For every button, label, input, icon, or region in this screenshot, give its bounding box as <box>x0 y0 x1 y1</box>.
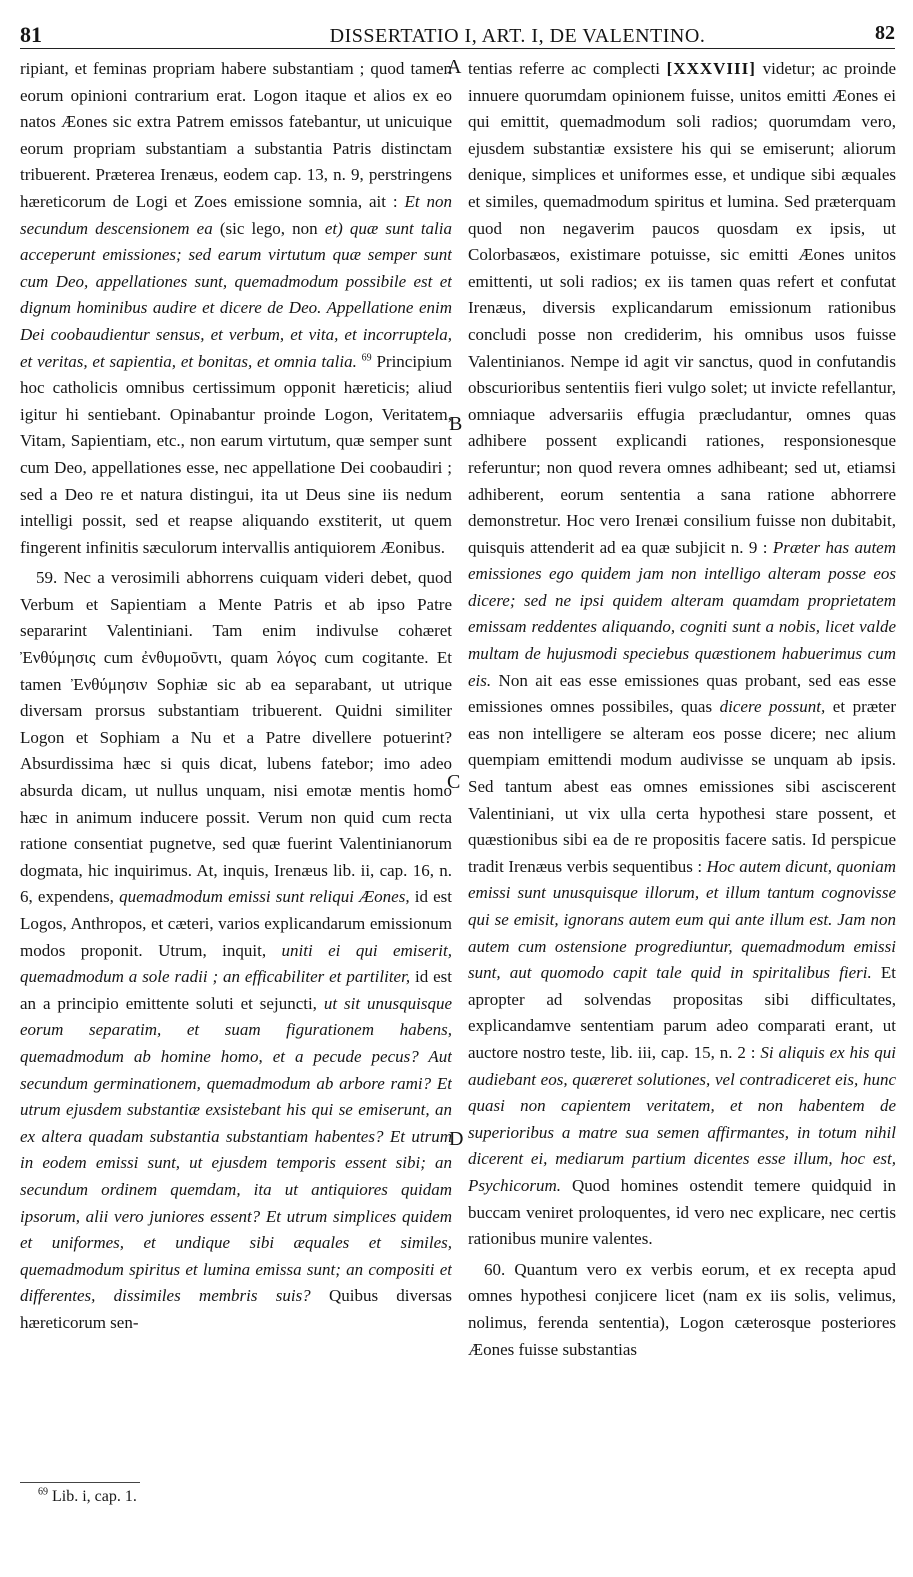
margin-letter-d: D <box>449 1128 464 1150</box>
footnote-text: Lib. i, cap. 1. <box>52 1488 137 1505</box>
footnote-marker: 69 <box>38 1486 48 1498</box>
section-reference: [XXXVIII] <box>666 59 756 78</box>
paragraph: ripiant, et feminas propriam habere substantiam ; quod tamen eorum opinioni contrarium erat. Logon itaque et alios ex eo natos Æones sic extra Patrem emissos fatebantur, ut unicuique eorum propriam substantiam a substantia Patris distinctam tribuerent. Præterea Irenæus, eodem cap. 13, n. 9, perstringens hæreticorum de Logi et Zoes emissione somnia, ait : Et non secundum descensionem ea (sic lego, non et) quæ sunt talia acceperunt emissiones; sed earum virtutum quæ semper sunt cum Deo, appellationes sunt, quemadmodum possibile est et dignum hominibus audire et dicere de Deo. Appellatione enim Dei coobaudientur sensus, et verbum, et vita, et incorruptela, et veritas, et sapientia, et bonitas, et omnia talia. $^{69}$ Principium hoc catholicis omnibus certissimum opponit hæreticis; aliud igitur hi sentiebant. Opinabantur proinde Logon, Veritatem, Vitam, Sapientiam, etc., non earum virtutum, quæ semper sunt cum Deo, appellationes esse, nec appellatione Dei coobaudiri ; sed a Deo re et natura distingui, ita ut Deus sine iis nedum intelligi possit, sed et reapse aliquando exstiterit, ut quem fingerent infinitis sæculorum intervallis antiquiorem Æonibus. <box>20 59 452 557</box>
page-number-right: 82 <box>875 22 895 44</box>
footnote <box>38 1488 137 1506</box>
page-number-left: 81 <box>20 22 42 47</box>
left-column <box>20 56 452 1481</box>
paragraph-59: 59. Nec a verosimili abhorrens cuiquam videri debet, quod Verbum et Sapientiam a Mente Patris et ab ipso Patre separarint Valentiniani. Tam enim indivulse cohæret Ἐνθύμησις cum ἐνθυμοῦντι, quam λόγος cum cogitante. Et tamen Ἐνθύμησιν Sophiæ sic ab ea separabant, ut utrique diversam prorsus substantiam tribuerent. Quidni similiter Logon et Sophiam a Nu et a Patre divellere potuerint? Absurdissima hæc si quis dicat, lubens fatebor; imo adeo absurda dicam, ut nullus unquam, nisi emotæ mentis homo hæc in animum inducere possit. Verum non quid cum recta ratione consentiat pugnetve, sed quæ fuerint Valentinianorum dogmata, hic inquirimus. At, inquis, Irenæus lib. ii, cap. 16, n. 6, expendens, quemadmodum emissi sunt reliqui Æones, id est Logos, Anthropos, et cæteri, varios explicandarum emissionum modos proponit. Utrum, inquit, uniti ei qui emiserit, quemadmodum a sole radii ; an efficabiliter et partiliter, id est an a principio emittente soluti et sejuncti, ut sit unusquisque eorum separatim, et suam figurationem habens, quemadmodum ab homine homo, et a pecude pecus? Aut secundum germinationem, quemadmodum ab arbore rami? Et utrum ejusdem substantiæ exsistebant his qui se emiserunt, an ex altera quadam substantia substantiam habentes? Et utrum in eodem emissi sunt, ut ejusdem temporis essent sibi; an secundum ordinem quemdam, ita ut antiquiores quidam ipsorum, alii vero juniores essent? Et utrum simplices quidem et uniformes, et undique sibi æquales et similes, quemadmodum spiritus et lumina emissa sunt; an compositi et differentes, dissimiles membris suis? Quibus diversas hæreticorum sen- <box>20 568 452 1332</box>
paragraph-60: 60. Quantum vero ex verbis eorum, et ex recepta apud omnes hypothesi conjicere licet (nam ex iis solis, velimus, nolimus, ferenda sententia), Logon cæterosque posteriores Æones fuisse substantias <box>468 1259 896 1359</box>
running-head <box>20 22 895 56</box>
right-column <box>468 56 896 1481</box>
paragraph: tentias referre ac complecti [XXXVIII] videtur; ac proinde innuere quorumdam opinionem fuisse, unitos emitti Æones ei qui emittit, quemadmodum soli radios; quorumdam vero, ejusdem substantiæ exsistere his qui se emiserunt; aliorum denique, simplices et uniformes esse, et undique sibi æquales et similes, quemadmodum spiritus et lumina. Sed præterquam quod non negaverim paucos quosdam ex ipsis, ut Colorbasæos, existimare potuisse, sic emitti Æones unitos emittenti, ut soli radios; ex iis tamen quas refert et confutat Irenæus, diversis explicandarum emissionum rationibus concludi posse non crediderim, his omnibus usos fuisse Valentinianos. Nempe id agit vir sanctus, quod in confutandis obscurioribus sententiis fieri vulgo solet; ut invicte refellantur, omniaque adversariis effugia præcludantur, omnes quas adhibere possent explicandi rationes, responsionesque referuntur; non quod revera omnes adhibeant; sed ut, etiamsi adhiberent, eorum sententia a sana ratione abhorrere demonstretur. Hoc vero Irenæi consilium fuisse non dubitabit, quisquis attenderit ad ea quæ subjicit n. 9 : Præter has autem emissiones ego quidem jam non intelligo alteram posse eos dicere; sed ne ipsi quidem alteram quamdam proprietatem emissam reddentes aliquando, cogniti sunt a nobis, licet valde multam de hujusmodi speciebus quæstionem habuerimus cum eis. Non ait eas esse emissiones quas probant, sed eas esse emissiones omnes possibiles, quas dicere possunt, et præter eas non intelligere se alteram eos posse dicere; nec alium quempiam emittendi modum audivisse se unquam ab ipsis. Sed tantum abest eas omnes emissiones sibi asciscerent Valentiniani, ut vix ulla certa hypothesi stare possent, et quæstionibus sibi ea de re propositis facere satis. Id perspicue tradit Irenæus verbis sequentibus : Hoc autem dicunt, quoniam emissi sunt unusquisque illorum, et illum tantum cognovisse qui se emisit, ignorans autem eum qui ante illum est. Jam non autem cum ostensione progrediuntur, quemadmodum emissi sunt, aut quomodo capit tale quid in spiritalibus fieri. Et apropter ad solvendas propositas sibi difficultates, explicandamve sententiam parum adeo comparati erant, ut auctore nostro teste, lib. iii, cap. 15, n. 2 : Si aliquis ex his qui audiebant eos, quæreret solutiones, vel contradiceret eis, hunc quasi non capientem veritatem, et non habentem de superioribus a matre sua semen affirmantes, in totum nihil dicerent ei, mediarum partium dicentes esse illum, hoc est, Psychicorum. Quod homines ostendit temere quidquid in buccam veniret proloquentes, id vero nec explicare, nec certis rationibus munire valentes. <box>468 59 896 1249</box>
margin-letter-b: B <box>449 413 463 435</box>
header-rule <box>20 48 895 49</box>
footnote-rule <box>20 1482 140 1483</box>
margin-letter-c: C <box>447 771 461 793</box>
margin-letter-a: A <box>447 56 462 78</box>
footnote-marker: 69 <box>361 351 372 363</box>
page-title: DISSERTATIO I, ART. I, DE VALENTINO. <box>329 25 706 47</box>
